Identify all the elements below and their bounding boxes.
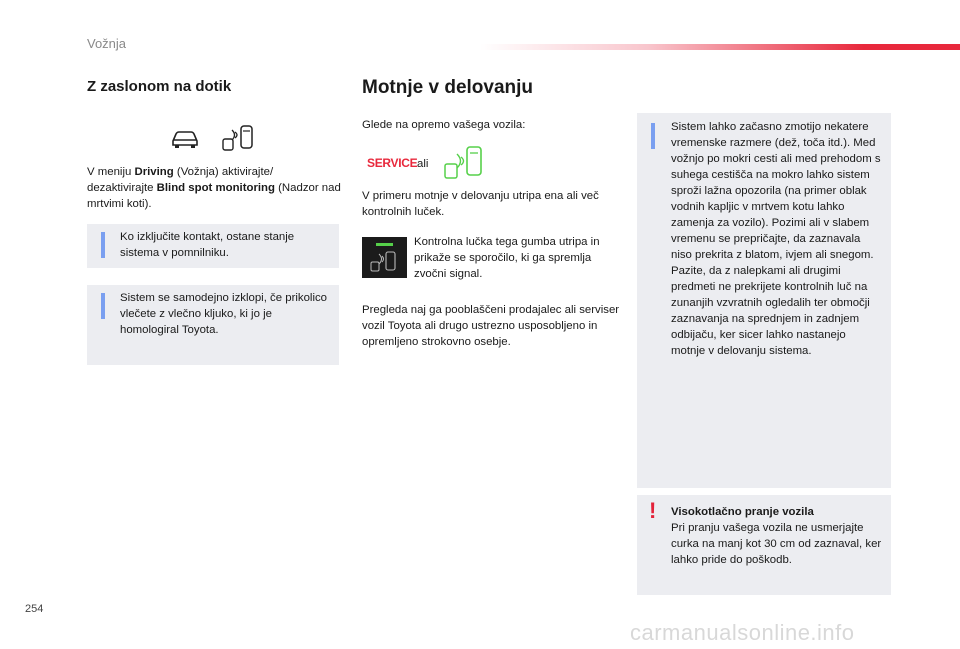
button-indicator-icon xyxy=(362,237,407,278)
warning-box-title: Visokotlačno pranje vozila xyxy=(671,506,814,518)
info-icon xyxy=(651,123,655,149)
info-box-weather-text: Sistem lahko začasno zmotijo nekatere vremenske razmere (dež, toča itd.). Med vožnjo po mokri cesti ali med prehodom s suhega cestišča na mokro lahko sistem sproži lažna opozorila (na primer oblak vodnih kapljic v mrtvem kotu lahko zamenja za vozilo). Pozimi ali v slabem vremenu se prepričajte, da zaznavala niso prekrita z blatom, ivjem ali snegom. Pazite, da z nalepkami ali drugimi predmeti ne prekrijete kontrolnih luč na zunanjih vzvratnih ogledalih ter območji zaznavanja na sprednjem in zadnjem odbijaču, ker sicer lahko nastanejo motnje v delovanju sistema. xyxy=(671,121,881,357)
car-icon xyxy=(170,129,200,149)
malfunction-example: V primeru motnje v delovanju utripa ena ali več kontrolnih luček. xyxy=(362,190,599,218)
watermark: carmanualsonline.info xyxy=(630,620,855,645)
warning-box-pressure-wash xyxy=(637,495,891,595)
or-label: ali xyxy=(417,158,429,170)
blind-spot-icon xyxy=(222,124,254,152)
blind-spot-warning-green-icon xyxy=(443,145,483,181)
page-number: 254 xyxy=(25,603,44,615)
info-icon xyxy=(101,293,105,319)
info-icon xyxy=(101,232,105,258)
info-box-weather xyxy=(637,113,891,488)
equipment-intro: Glede na opremo vašega vozila: xyxy=(362,119,526,131)
info-box-memory-text: Ko izključite kontakt, ostane stanje sistema v pomnilniku. xyxy=(120,231,295,259)
section-title-touchscreen: Z zaslonom na dotik xyxy=(87,78,232,95)
header-section-title: Vožnja xyxy=(87,36,127,51)
warning-box-text: Pri pranju vašega vozila ne usmerjajte curka na manj kot 30 cm od zaznaval, ker lahko pride do poškodb. xyxy=(671,522,882,566)
info-box-memory xyxy=(87,224,339,268)
indicator-description: Kontrolna lučka tega gumba utripa in prikaže se sporočilo, ki ga spremlja zvočni signal. xyxy=(414,236,600,280)
warning-icon: ! xyxy=(649,498,657,523)
info-box-trailer xyxy=(87,285,339,365)
dealer-check-text: Pregleda naj ga pooblaščeni prodajalec ali serviser vozil Toyota ali drugo ustrezno usposobljeno in opremljeno strokovno osebje. xyxy=(362,304,620,348)
section-title-malfunctions: Motnje v delovanju xyxy=(362,77,534,98)
service-warning-icon: SERVICE xyxy=(367,156,418,170)
menu-instruction: V meniju Driving (Vožnja) aktivirajte/ dezaktivirajte Blind spot monitoring (Nadzor nad mrtvimi koti). xyxy=(87,166,341,210)
button-indicator-tile xyxy=(362,237,407,278)
info-box-trailer-text: Sistem se samodejno izklopi, če prikolico vlečete z vlečno kljuko, ki jo je homologiral Toyota. xyxy=(120,292,328,336)
header-red-rule xyxy=(480,44,960,50)
